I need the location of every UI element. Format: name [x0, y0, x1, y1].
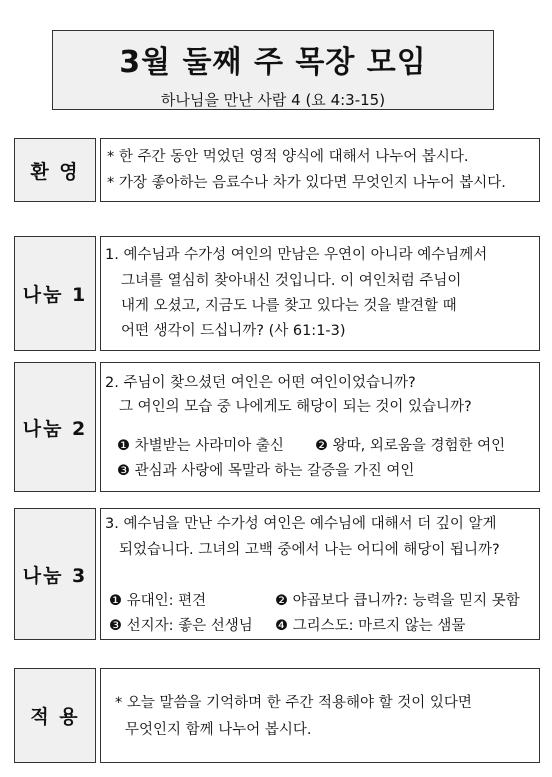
title-banner — [52, 30, 494, 110]
share3-question-line-2: 되었습니다. 그녀의 고백 중에서 나는 어디에 해당이 됩니까? — [119, 542, 500, 558]
share3-option-1: ❶ 유대인: 편견 — [109, 593, 207, 609]
share2-question-line-2: 그 여인의 모습 중 나에게도 해당이 되는 것이 있습니까? — [119, 399, 472, 415]
share1-question-line-4: 어떤 생각이 드십니까? (사 61:1-3) — [121, 323, 346, 339]
share2-option-2: ❷ 왕따, 외로움을 경험한 여인 — [315, 438, 506, 454]
share2-option-3: ❸ 관심과 사랑에 목말라 하는 갈증을 가진 여인 — [117, 463, 415, 479]
apply-label: 적 용 — [30, 706, 80, 728]
share1-question-line-2: 그녀를 열심히 찾아내신 것입니다. 이 여인처럼 주님이 — [121, 273, 462, 289]
share2-label-box — [14, 362, 96, 492]
share2-label: 나눔 2 — [22, 417, 88, 440]
apply-line-2: 무엇인지 함께 나누어 봅시다. — [125, 722, 312, 738]
share1-question-line-1: 1. 예수님과 수가성 여인의 만남은 우연이 아니라 예수님께서 — [105, 247, 488, 263]
page-subtitle: 하나님을 만난 사람 4 (요 4:3-15) — [160, 91, 386, 109]
share2-content-box — [100, 362, 540, 492]
welcome-label: 환 영 — [30, 160, 80, 183]
welcome-label-box — [14, 138, 96, 202]
share1-label: 나눔 1 — [22, 284, 88, 306]
share1-question-line-3: 내게 오셨고, 지금도 나를 찾고 있다는 것을 발견할 때 — [121, 298, 457, 314]
apply-line-1: * 오늘 말씀을 기억하며 한 주간 적용해야 할 것이 있다면 — [115, 695, 472, 711]
share2-option-1: ❶ 차별받는 사라미아 출신 — [117, 438, 284, 454]
share3-label-box — [14, 508, 96, 640]
share3-option-3: ❸ 선지자: 좋은 선생님 — [109, 618, 253, 634]
share3-option-2: ❷ 야곱보다 큽니까?: 능력을 믿지 못함 — [275, 593, 520, 609]
share2-question-line-1: 2. 주님이 찾으셨던 여인은 어떤 여인이었습니까? — [105, 375, 416, 391]
apply-label-box — [14, 668, 96, 763]
page-title: 3월 둘째 주 목장 모임 — [119, 45, 427, 80]
share3-content-box — [100, 508, 540, 640]
share1-label-box — [14, 236, 96, 351]
share1-content-box — [100, 236, 540, 351]
share3-question-line-1: 3. 예수님을 만난 수가성 여인은 예수님에 대해서 더 깊이 알게 — [105, 516, 497, 532]
share3-option-4: ❹ 그리스도: 마르지 않는 샘물 — [275, 618, 466, 634]
welcome-line-2: * 가장 좋아하는 음료수나 차가 있다면 무엇인지 나누어 봅시다. — [107, 175, 506, 191]
share3-label: 나눔 3 — [22, 564, 88, 587]
apply-content-box — [100, 668, 540, 763]
welcome-line-1: * 한 주간 동안 먹었던 영적 양식에 대해서 나누어 봅시다. — [107, 149, 469, 165]
welcome-content-box — [100, 138, 540, 202]
